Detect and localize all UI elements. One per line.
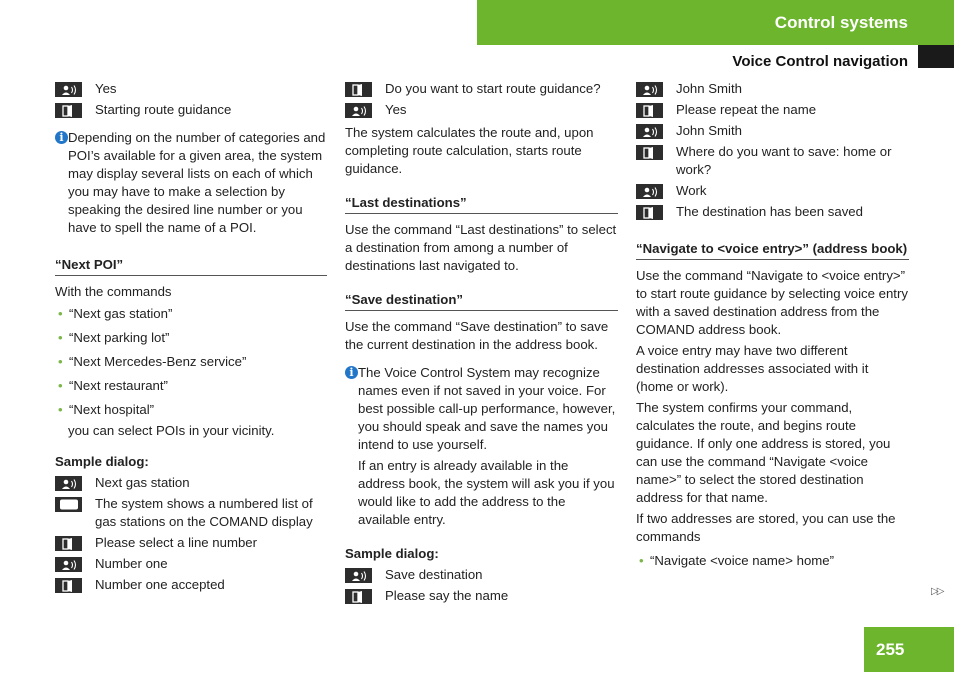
voice-input-icon xyxy=(636,124,663,139)
voice-input-icon xyxy=(345,103,372,118)
dialog-text: John Smith xyxy=(676,81,742,96)
command-item: • “Navigate <voice name> home” xyxy=(636,552,909,570)
dialog-text: Yes xyxy=(95,81,117,96)
command-item: • “Next hospital” xyxy=(55,401,327,419)
command-list xyxy=(636,552,909,570)
save-destination-text: Use the command “Save destination” to save the current destination in the address book. xyxy=(345,319,609,352)
heading-next-poi: “Next POI” xyxy=(55,256,327,276)
dialog-text: Please say the name xyxy=(385,588,509,603)
dialog-row xyxy=(636,203,909,221)
paragraph-4: If two addresses are stored, you can use the commands xyxy=(636,511,896,544)
dialog-row xyxy=(55,80,327,98)
dialog-row xyxy=(345,566,618,584)
with-commands-text: With the commands xyxy=(55,284,172,299)
dialog-text: Yes xyxy=(385,102,407,117)
voice-input-icon xyxy=(55,476,82,491)
dialog-text: Number one accepted xyxy=(95,577,225,592)
dialog-text: John Smith xyxy=(676,123,742,138)
dialog-list xyxy=(636,80,909,221)
voice-input-icon xyxy=(345,568,372,583)
voice-input-icon xyxy=(636,82,663,97)
dialog-text: Starting route guidance xyxy=(95,102,232,117)
sample-dialog xyxy=(345,566,618,605)
dialog-row xyxy=(55,576,327,594)
info-text: Depending on the number of categories and POI’s available for a given area, the system may display several lists on each of which you may have to make a selection by speaking the desired line number or you have to spell the name of a POI. xyxy=(68,130,326,235)
page-number-box xyxy=(864,627,954,672)
sample-dialog-label: Sample dialog: xyxy=(55,454,149,469)
dialog-row xyxy=(345,80,618,98)
heading-last-destinations: “Last destinations” xyxy=(345,194,618,214)
dialog-row xyxy=(55,101,327,119)
heading-navigate-to-voice-entry: “Navigate to <voice entry>” (address book) xyxy=(636,240,909,260)
dialog-row xyxy=(345,101,618,119)
voice-input-icon xyxy=(55,557,82,572)
command-item: • “Next gas station” xyxy=(55,305,327,323)
voice-input-icon xyxy=(55,82,82,97)
dialog-text: Where do you want to save: home or work? xyxy=(676,144,892,177)
paragraph-3: The system confirms your command, calculates the route, and begins route guidance. If only one address is stored, you can use the command “Navigate <voice name>” to select the stored destination address for that name. xyxy=(636,400,891,505)
dialog-row xyxy=(636,122,909,140)
next-page-marker: ▷▷ xyxy=(931,586,943,597)
dialog-text: Work xyxy=(676,183,707,198)
dialog-row xyxy=(55,495,327,531)
dialog-row xyxy=(636,101,909,119)
dialog-row xyxy=(345,587,618,605)
sample-dialog xyxy=(55,474,327,594)
command-item: • “Next restaurant” xyxy=(55,377,327,395)
subsection-title: Voice Control navigation xyxy=(732,53,908,70)
chapter-tab xyxy=(918,45,954,68)
speaker-output-icon xyxy=(636,103,663,118)
speaker-output-icon xyxy=(55,536,82,551)
column-3 xyxy=(636,80,909,576)
dialog-text: Please repeat the name xyxy=(676,102,817,117)
dialog-text: Save destination xyxy=(385,567,483,582)
column-2 xyxy=(345,80,618,608)
command-item: • “Next parking lot” xyxy=(55,329,327,347)
dialog-text: Next gas station xyxy=(95,475,190,490)
info-text-1: The Voice Control System may recognize names even if not saved in your voice. For best possible call-up performance, however, you should speak and save the names you intend to use yourself. xyxy=(358,365,616,452)
speaker-output-icon xyxy=(636,205,663,220)
info-note xyxy=(345,364,618,532)
info-note xyxy=(55,129,327,240)
command-item: • “Next Mercedes-Benz service” xyxy=(55,353,327,371)
speaker-output-icon xyxy=(55,103,82,118)
dialog-list xyxy=(55,80,327,119)
speaker-output-icon xyxy=(345,589,372,604)
dialog-text: The destination has been saved xyxy=(676,204,863,219)
heading-save-destination: “Save destination” xyxy=(345,291,618,311)
display-icon xyxy=(55,497,82,512)
sample-dialog-label: Sample dialog: xyxy=(345,546,439,561)
dialog-text: Please select a line number xyxy=(95,535,258,550)
dialog-row xyxy=(55,534,327,552)
page-number: 255 xyxy=(876,639,905,659)
dialog-row xyxy=(636,80,909,98)
speaker-output-icon xyxy=(636,145,663,160)
dialog-text: The system shows a numbered list of gas stations on the COMAND display xyxy=(95,496,313,529)
section-header xyxy=(477,0,954,45)
paragraph-2: A voice entry may have two different destination addresses associated with it (home or work). xyxy=(636,343,869,394)
dialog-list xyxy=(345,80,618,119)
dialog-text: Do you want to start route guidance? xyxy=(385,81,601,96)
info-icon: i xyxy=(55,131,68,144)
paragraph-1: Use the command “Navigate to <voice entry>” to start route guidance by selecting voice entry with a saved destination address from the COMAND address book. xyxy=(636,268,908,337)
dialog-row xyxy=(636,182,909,200)
speaker-output-icon xyxy=(345,82,372,97)
info-text-2: If an entry is already available in the address book, the system will ask you if you would like to add the address to the available entry. xyxy=(358,458,615,527)
after-commands-text: you can select POIs in your vicinity. xyxy=(68,423,275,438)
column-1 xyxy=(55,80,327,597)
speaker-output-icon xyxy=(55,578,82,593)
last-destinations-text: Use the command “Last destinations” to select a destination from among a number of destinations last navigated to. xyxy=(345,222,617,273)
voice-input-icon xyxy=(636,184,663,199)
info-icon: i xyxy=(345,366,358,379)
dialog-row xyxy=(636,143,909,179)
dialog-row xyxy=(55,474,327,492)
section-title: Control systems xyxy=(774,12,908,32)
calc-text: The system calculates the route and, upon completing route calculation, starts route guidance. xyxy=(345,125,594,176)
dialog-row xyxy=(55,555,327,573)
command-list xyxy=(55,305,327,419)
dialog-text: Number one xyxy=(95,556,168,571)
